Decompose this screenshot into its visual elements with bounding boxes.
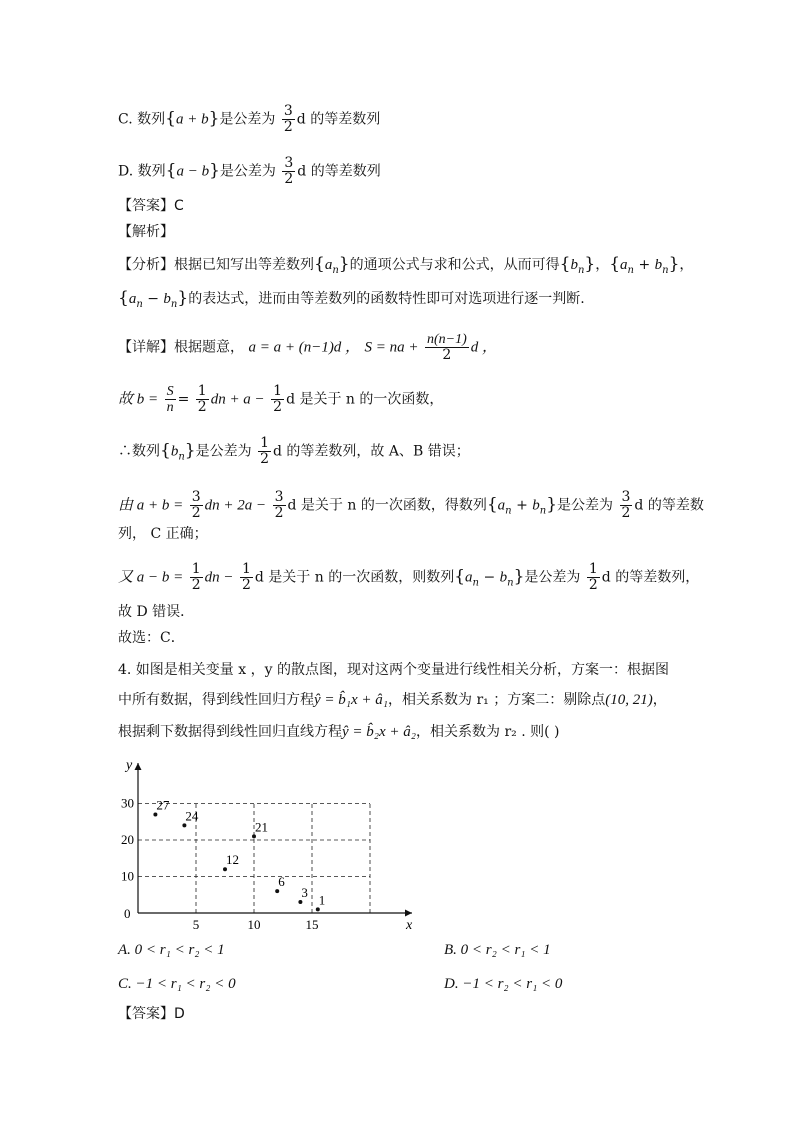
q4-eq-2: ŷ = b̂₂x + â₂ — [342, 724, 416, 740]
detail-line-2 — [118, 384, 443, 415]
line2-eq: = — [177, 391, 190, 408]
detail-line-5: 列， C 正确； — [118, 526, 208, 542]
line6-frac-1: $\frac{1}{2}$ — [191, 561, 201, 593]
sn-lead: S = na + — [364, 339, 419, 356]
option-c-mid: 是公差为 — [219, 111, 276, 128]
line4-mid2: d 是关于 n 的一次函数，得数列 — [287, 497, 487, 514]
option-c-label: C. 数列 — [118, 111, 166, 128]
scatter-point-27 — [153, 812, 157, 816]
option-d-prev: D. 数列{a − b}是公差为 $\frac{3}{2}$ d 的等差数列 — [118, 155, 381, 187]
line2-lead: 故 b = — [118, 391, 159, 408]
fenxi-tag: 【分析】 — [118, 257, 174, 273]
q4-line-2b: ，相关系数为 r₁ ；方案二：剔除点 — [388, 692, 606, 708]
answer-2-value: D — [174, 1006, 185, 1022]
y-axis-label: y — [126, 758, 133, 773]
detail-line-6: 又 a − b = $\frac{1}{2}$ dn − $\frac{1}{2}$ d 是关于 n 的一次函数，则数列$\{a_n - b_n\}$是公差为 $\frac{1}{2}$ d 的等差数列， — [118, 561, 700, 593]
option-d-tail: d 的等差数列 — [297, 163, 381, 180]
fenxi-line-1: 【分析】根据已知写出等差数列$\{a_n\}$的通项公式与求和公式，从而可得$\{b_n\}$，$\{a_n + b_n\}$， — [118, 254, 694, 276]
x-axis-label: x — [406, 918, 413, 933]
choice-b[interactable]: B. 0 < r₂ < r₁ < 1 — [444, 942, 551, 958]
q4-line-2c: ， — [652, 692, 667, 708]
scatter-point-6 — [275, 889, 279, 893]
line6-mid: dn − — [204, 569, 234, 586]
answer-1-value: C — [174, 198, 184, 214]
option-c-prev: C. 数列{a + b}是公差为 $\frac{3}{2}$ d 的等差数列 — [118, 103, 381, 135]
detail-line-4: 由 a + b = $\frac{3}{2}$ dn + 2a − $\frac{3}{2}$ d 是关于 n 的一次函数，得数列$\{a_n + b_n\}$是公差为 $\frac{3}{2}$ d 的等差数 — [118, 489, 704, 521]
point-label-6: 6 — [278, 874, 285, 890]
line4-mid3: 是公差为 — [557, 497, 614, 514]
q4-line-3a: 根据剩下数据得到线性回归直线方程 — [118, 724, 342, 740]
point-label-27: 27 — [156, 797, 170, 813]
q4-line-3 — [118, 722, 559, 742]
fenxi-text-1: 根据已知写出等差数列 — [174, 257, 314, 273]
q4-line-2 — [118, 690, 667, 710]
line6-mid2: d 是关于 n 的一次函数，则数列 — [254, 569, 455, 586]
line6-lead: 又 a − b = — [118, 569, 184, 586]
option-d-mid: 是公差为 — [219, 163, 276, 180]
choice-d[interactable]: D. −1 < r₂ < r₁ < 0 — [444, 976, 563, 992]
q4-line-3b: ，相关系数为 r₂ . 则( ) — [416, 724, 560, 740]
option-d-seq: a − b — [176, 163, 210, 180]
answer-2-tag: 【答案】 — [118, 1006, 174, 1022]
line4-frac-3: $\frac{3}{2}$ — [621, 489, 631, 521]
option-d-label: D. 数列 — [118, 163, 166, 180]
line6-mid3: 是公差为 — [524, 569, 581, 586]
detail-line-8: 故选：C． — [118, 630, 185, 646]
scatter-point-3 — [298, 900, 302, 904]
line4-tail: d 的等差数 — [634, 497, 704, 514]
scatter-point-1 — [316, 907, 320, 911]
fenxi-text-2: 的通项公式与求和公式，从而可得 — [349, 257, 560, 273]
line2-frac-sn: $\frac{S}{n}$ — [166, 384, 174, 415]
point-label-3: 3 — [301, 885, 308, 901]
choice-a[interactable]: A. 0 < r₁ < r₂ < 1 — [118, 942, 225, 958]
line4-mid: dn + 2a − — [204, 497, 267, 514]
answer-1-tag: 【答案】 — [118, 198, 174, 214]
x-tick-10: 10 — [247, 917, 261, 932]
option-d-frac: $\frac{3}{2}$ — [284, 155, 294, 187]
point-label-24: 24 — [185, 808, 199, 824]
analysis-tag: 【解析】 — [118, 224, 174, 240]
fenxi-text-5: 的表达式，进而由等差数列的函数特性即可对选项进行逐一判断. — [188, 291, 585, 307]
line3-lead: ∴数列 — [118, 443, 160, 460]
scatter-point-21 — [252, 834, 256, 838]
line3-frac: $\frac{1}{2}$ — [260, 435, 269, 467]
detail-line-1 — [118, 332, 497, 363]
option-c-tail: d 的等差数列 — [296, 111, 381, 128]
line3-tail: d 的等差数列，故 A、B 错误； — [272, 443, 470, 460]
q4-eq-1: ŷ = b̂₁x + â₁ — [314, 692, 388, 708]
line4-frac-2: $\frac{3}{2}$ — [274, 489, 284, 521]
x-tick-15: 15 — [305, 917, 319, 932]
x-tick-5: 5 — [192, 917, 200, 932]
sn-tail: d ， — [470, 339, 498, 356]
line2-mid: dn + a − — [210, 391, 265, 408]
detail-tag: 【详解】 — [118, 339, 174, 356]
option-c-seq: a + b — [175, 111, 209, 128]
scatter-chart — [110, 755, 440, 935]
q4-line-2a: 中所有数据，得到线性回归方程 — [118, 692, 314, 708]
answer-2 — [118, 1004, 185, 1024]
line6-frac-3: $\frac{1}{2}$ — [588, 561, 598, 593]
line4-frac-1: $\frac{3}{2}$ — [191, 489, 201, 521]
q4-line-1: 4. 如图是相关变量 x ，y 的散点图，现对这两个变量进行线性相关分析，方案一：根据图 — [118, 662, 669, 678]
point-label-12: 12 — [226, 852, 239, 868]
chart-grid — [138, 804, 370, 914]
line6-tail: d 的等差数列， — [601, 569, 700, 586]
scatter-point-24 — [182, 823, 186, 827]
line2-frac-1: $\frac{1}{2}$ — [197, 383, 207, 415]
point-label-1: 1 — [318, 892, 326, 908]
y-tick-10: 10 — [121, 868, 134, 884]
y-tick-30: 30 — [121, 795, 134, 811]
scatter-point-12 — [223, 867, 227, 871]
sn-frac: $\frac{n(n-1)}{2}$ — [426, 332, 467, 363]
an-formula: a = a + (n−1)d ， — [248, 339, 361, 356]
line2-tail: d 是关于 n 的一次函数， — [286, 391, 444, 408]
detail-line-7: 故 D 错误． — [118, 604, 195, 620]
fenxi-text-4: ， — [679, 257, 694, 273]
answer-1 — [118, 196, 184, 216]
line6-frac-2: $\frac{1}{2}$ — [241, 561, 251, 593]
y-tick-20: 20 — [121, 832, 134, 847]
choice-c[interactable]: C. −1 < r₁ < r₂ < 0 — [118, 976, 236, 992]
line3-mid: 是公差为 — [195, 443, 252, 460]
origin-label: 0 — [124, 906, 131, 921]
detail-intro: 根据题意， — [174, 339, 244, 356]
line4-lead: 由 a + b = — [118, 497, 184, 514]
line2-frac-2: $\frac{1}{2}$ — [273, 383, 283, 415]
option-c-frac: $\frac{3}{2}$ — [283, 103, 293, 135]
q4-point: (10, 21) — [605, 692, 653, 708]
fenxi-line-2: $\{a_n - b_n\}$的表达式，进而由等差数列的函数特性即可对选项进行逐一判断. — [118, 288, 585, 310]
fenxi-text-3: ， — [595, 257, 610, 273]
detail-line-3: ∴数列$\{b_n\}$是公差为 $\frac{1}{2}$ d 的等差数列，故 A、B 错误； — [118, 435, 470, 467]
point-label-21: 21 — [255, 819, 268, 835]
